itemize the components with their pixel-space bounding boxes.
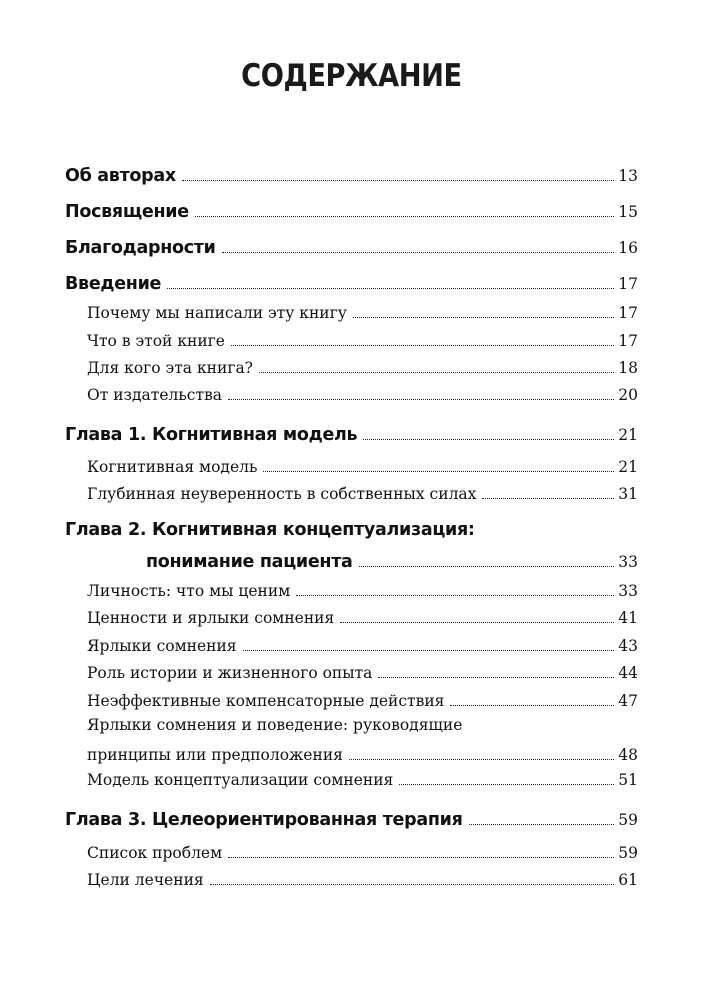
- toc-page-number: 18: [618, 359, 638, 377]
- toc-chapter-entry[interactable]: [65, 160, 638, 186]
- toc-entry-title-line1: Ярлыки сомнения и поведение: руководящие: [87, 716, 463, 734]
- dot-leader: [167, 288, 614, 289]
- toc-page-number: 15: [618, 203, 638, 221]
- toc-page-number: 33: [618, 553, 638, 571]
- toc-section-entry[interactable]: [87, 575, 638, 601]
- toc-page-number: 44: [618, 664, 638, 682]
- dot-leader: [210, 884, 614, 885]
- toc-section-entry[interactable]: [87, 602, 638, 628]
- toc-page-number: 17: [618, 304, 638, 322]
- toc-page-number: 16: [618, 239, 638, 257]
- dot-leader: [222, 252, 614, 253]
- toc-entry-title: Почему мы написали эту книгу: [87, 304, 347, 322]
- toc-entry-title: Личность: что мы ценим: [87, 582, 291, 600]
- toc-page-number: 17: [618, 332, 638, 350]
- toc-page-number: 47: [618, 692, 638, 710]
- toc-page-number: 59: [618, 844, 638, 862]
- toc-entry-title: Список проблем: [87, 844, 223, 862]
- toc-entry-title: Для кого эта книга?: [87, 359, 253, 377]
- toc-section-entry[interactable]: [87, 352, 638, 378]
- toc-page-number: 13: [618, 167, 638, 185]
- dot-leader: [228, 857, 614, 858]
- toc-chapter-entry[interactable]: [65, 232, 638, 258]
- toc-section-entry[interactable]: [87, 739, 638, 765]
- dot-leader: [195, 216, 614, 217]
- toc-page-number: 21: [618, 458, 638, 476]
- toc-section-entry[interactable]: [87, 379, 638, 405]
- toc-entry-title: Что в этой книге: [87, 332, 225, 350]
- dot-leader: [469, 824, 614, 825]
- toc-entry-title: Когнитивная модель: [87, 458, 258, 476]
- toc-entry-title: Ярлыки сомнения: [87, 637, 237, 655]
- toc-section-entry[interactable]: [87, 630, 638, 656]
- toc-entry-title: Введение: [65, 274, 162, 294]
- toc-entry-title: Роль истории и жизненного опыта: [87, 664, 373, 682]
- toc-entry-title: принципы или предположения: [87, 746, 343, 764]
- toc-page-number: 21: [618, 426, 638, 444]
- toc-entry-title: Посвящение: [65, 202, 189, 222]
- toc-section-entry[interactable]: [87, 864, 638, 890]
- toc-chapter-entry[interactable]: [65, 196, 638, 222]
- toc-section-entry[interactable]: [87, 451, 638, 477]
- dot-leader: [450, 705, 614, 706]
- dot-leader: [231, 345, 614, 346]
- dot-leader: [482, 498, 614, 499]
- toc-entry-title: От издательства: [87, 386, 223, 404]
- page-title: СОДЕРЖАНИЕ: [241, 58, 462, 94]
- dot-leader: [399, 784, 614, 785]
- toc-section-entry[interactable]: [87, 478, 638, 504]
- toc-entry-title: Глава 1. Когнитивная модель: [65, 425, 358, 445]
- toc-entry-title: Неэффективные компенсаторные действия: [87, 692, 445, 710]
- toc-page-number: 17: [618, 275, 638, 293]
- toc-entry-title: Об авторах: [65, 166, 176, 186]
- toc-page-number: 43: [618, 637, 638, 655]
- dot-leader: [228, 399, 614, 400]
- dot-leader: [349, 759, 614, 760]
- toc-entry-title: Цели лечения: [87, 871, 204, 889]
- toc-page-number: 20: [618, 386, 638, 404]
- toc-chapter-entry[interactable]: [65, 804, 638, 830]
- toc-entry-title: Благодарности: [65, 238, 216, 258]
- toc-entry-title: понимание пациента: [146, 552, 353, 572]
- dot-leader: [340, 622, 614, 623]
- toc-section-entry[interactable]: [87, 685, 638, 711]
- toc-entry-title: Модель концептуализации сомнения: [87, 771, 394, 789]
- dot-leader: [359, 566, 614, 567]
- toc-section-entry[interactable]: [87, 657, 638, 683]
- dot-leader: [378, 677, 614, 678]
- toc-page-number: 48: [618, 746, 638, 764]
- toc-page-number: 31: [618, 485, 638, 503]
- dot-leader: [363, 439, 614, 440]
- toc-section-entry[interactable]: [87, 764, 638, 790]
- toc-page-number: 61: [618, 871, 638, 889]
- toc-page-number: 33: [618, 582, 638, 600]
- toc-entry-title-line1: Глава 2. Когнитивная концептуализация:: [65, 520, 475, 540]
- toc-page-number: 41: [618, 609, 638, 627]
- dot-leader: [259, 372, 614, 373]
- toc-entry-title: Ценности и ярлыки сомнения: [87, 609, 335, 627]
- toc-page-number: 51: [618, 771, 638, 789]
- dot-leader: [353, 317, 614, 318]
- dot-leader: [296, 595, 614, 596]
- toc-chapter-entry[interactable]: [65, 419, 638, 445]
- dot-leader: [182, 180, 614, 181]
- toc-section-entry[interactable]: [87, 325, 638, 351]
- toc-chapter-entry[interactable]: [65, 268, 638, 294]
- dot-leader: [263, 471, 614, 472]
- toc-section-entry[interactable]: [87, 837, 638, 863]
- dot-leader: [243, 650, 614, 651]
- toc-section-entry[interactable]: [87, 297, 638, 323]
- toc-entry-title: Глава 3. Целеориентированная терапия: [65, 810, 463, 830]
- toc-page-number: 59: [618, 811, 638, 829]
- toc-entry-title: Глубинная неуверенность в собственных силах: [87, 485, 477, 503]
- toc-chapter-entry[interactable]: [146, 546, 638, 572]
